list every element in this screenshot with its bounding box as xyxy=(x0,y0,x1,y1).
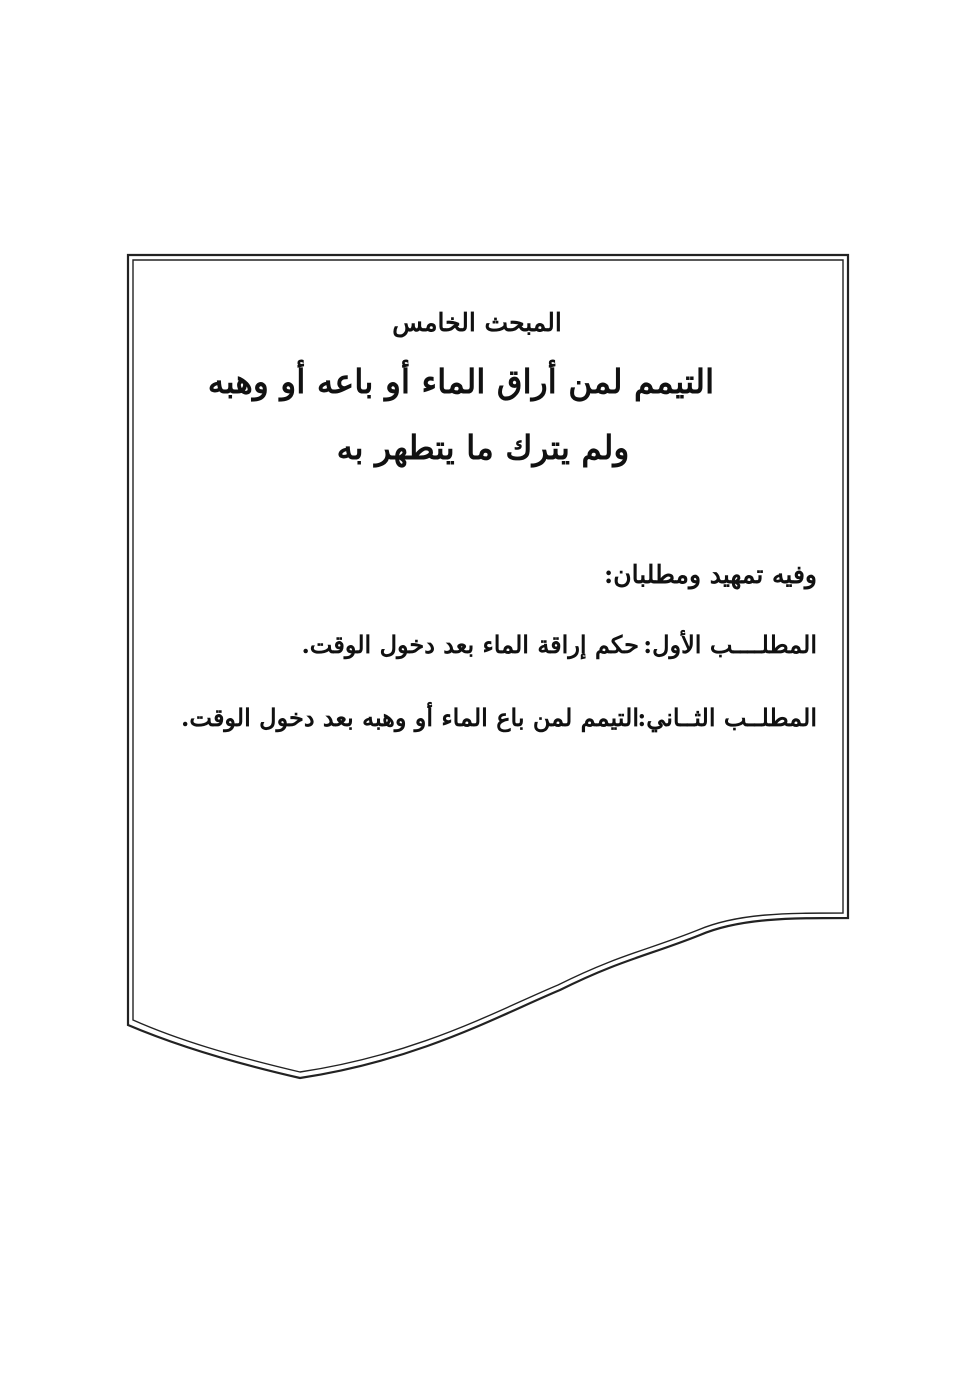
page-title-line-2: ولم يترك ما يتطهر به xyxy=(336,428,630,467)
requirement-label: المطلــــب الأول: xyxy=(643,630,817,659)
intro-text: وفيه تمهيد ومطلبان: xyxy=(604,560,817,589)
page-title-line-1: التيمم لمن أراق الماء أو باعه أو وهبه xyxy=(207,362,715,401)
requirement-item xyxy=(301,630,817,659)
requirement-text: التيمم لمن باع الماء أو وهبه بعد دخول الوقت. xyxy=(181,703,639,732)
section-label: المبحث الخامس xyxy=(392,308,562,337)
requirement-label: المطلــب الثــاني: xyxy=(637,703,817,732)
requirement-item xyxy=(181,703,817,732)
requirement-text: حكم إراقة الماء بعد دخول الوقت. xyxy=(301,630,639,659)
